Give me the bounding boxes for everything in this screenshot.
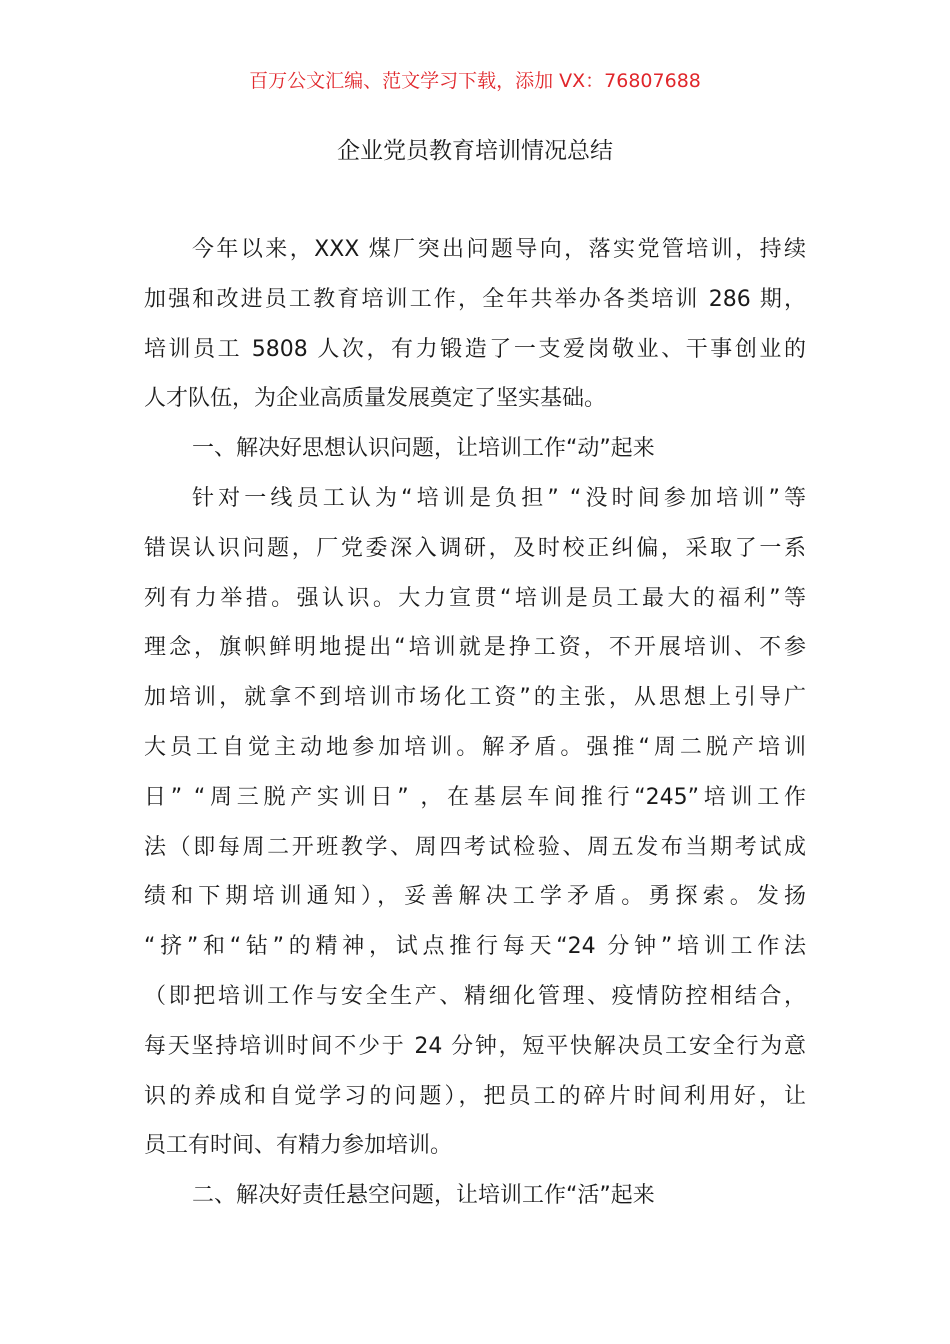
- text-line: 错误认识问题，厂党委深入调研，及时校正纠偏，采取了一系: [144, 535, 806, 561]
- text-line: 加强和改进员工教育培训工作，全年共举办各类培训 286 期，: [144, 286, 806, 312]
- text-line: 今年以来，XXX 煤厂突出问题导向，落实党管培训，持续: [192, 237, 806, 262]
- text-line: 日” “周三脱产实训日” ，在基层车间推行“245”培训工作: [144, 784, 806, 810]
- document-body: [144, 232, 806, 1228]
- watermark-header: 百万公文汇编、范文学习下载，添加 VX：76807688: [249, 70, 701, 92]
- paragraph-section-1: [144, 481, 806, 1178]
- text-line: （即把培训工作与安全生产、精细化管理、疫情防控相结合，: [144, 983, 806, 1009]
- text-line: 大员工自觉主动地参加培训。解矛盾。强推“周二脱产培训: [144, 734, 806, 760]
- section-heading-1: 一、解决好思想认识问题，让培训工作“动”起来: [192, 436, 655, 462]
- document-title: 企业党员教育培训情况总结: [337, 138, 613, 164]
- text-line: 法（即每周二开班教学、周四考试检验、周五发布当期考试成: [144, 834, 806, 860]
- text-line: 人才队伍，为企业高质量发展奠定了坚实基础。: [144, 386, 607, 412]
- text-line: “挤”和“钻”的精神，试点推行每天“24 分钟”培训工作法: [144, 934, 806, 960]
- text-line: 识的养成和自觉学习的问题），把员工的碎片时间利用好，让: [144, 1083, 806, 1109]
- section-heading-2: 二、解决好责任悬空问题，让培训工作“活”起来: [192, 1183, 655, 1209]
- text-line: 针对一线员工认为“培训是负担” “没时间参加培训”等: [192, 485, 806, 511]
- text-line: 每天坚持培训时间不少于 24 分钟，短平快解决员工安全行为意: [144, 1033, 806, 1059]
- text-line: 理念，旗帜鲜明地提出“培训就是挣工资，不开展培训、不参: [144, 635, 806, 661]
- text-line: 加培训，就拿不到培训市场化工资”的主张，从思想上引导广: [144, 685, 806, 711]
- text-line: 员工有时间、有精力参加培训。: [144, 1133, 453, 1159]
- text-line: 培训员工 5808 人次，有力锻造了一支爱岗敬业、干事创业的: [144, 336, 806, 362]
- text-line: 列有力举措。强认识。大力宣贯“培训是员工最大的福利”等: [144, 585, 806, 611]
- text-line: 绩和下期培训通知），妥善解决工学矛盾。勇探索。发扬: [144, 884, 806, 910]
- paragraph-intro: [144, 232, 806, 431]
